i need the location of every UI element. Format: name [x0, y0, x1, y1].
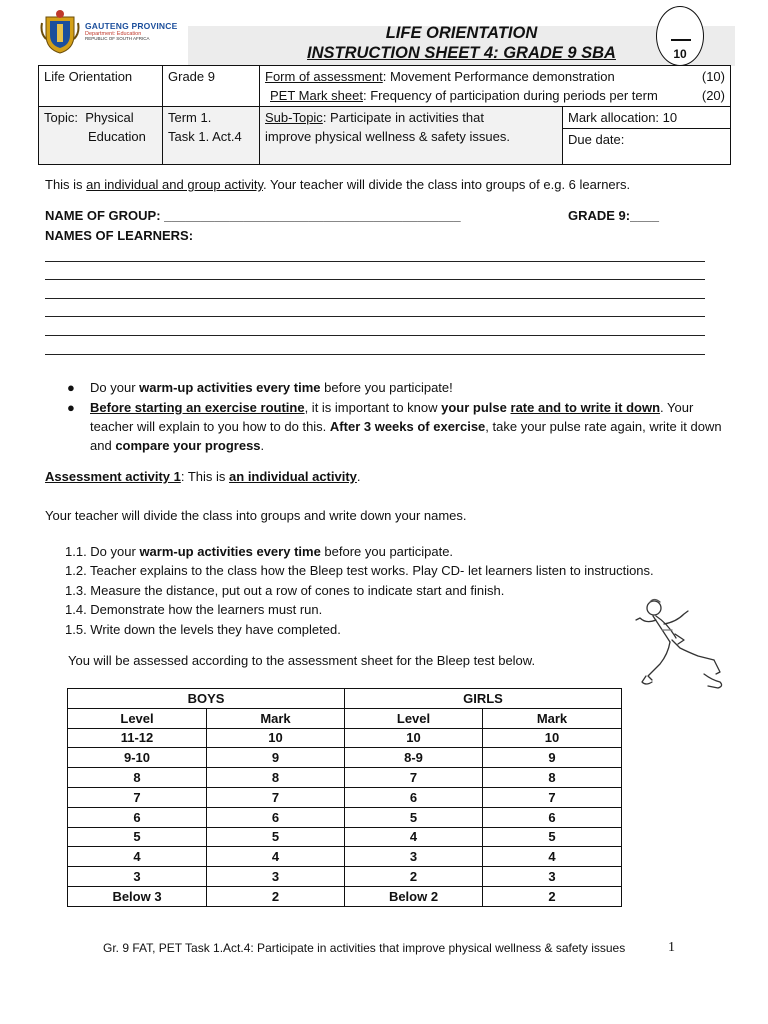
form-marks: (10) — [701, 69, 725, 84]
coat-of-arms-icon — [40, 9, 80, 55]
subtopic-line-1: : Participate in activities that — [322, 110, 484, 125]
list-item: 1.1. Do your warm-up activities every time before you participate. — [65, 544, 454, 559]
list-item: 1.4. Demonstrate how the learners must run. — [65, 602, 323, 618]
girls-mark-cell: 6 — [483, 807, 622, 827]
blank-line — [45, 299, 705, 318]
activity-heading: Assessment activity 1: This is an individual activity. — [45, 469, 361, 484]
girls-header: GIRLS — [345, 689, 622, 709]
form-cell — [260, 66, 731, 107]
learners-label: NAMES OF LEARNERS: — [45, 228, 194, 243]
boys-mark-cell: 6 — [207, 807, 345, 827]
blank-line — [45, 262, 705, 281]
instruction-bullets — [65, 378, 730, 456]
due-date: Due date: — [568, 132, 625, 147]
info-table — [38, 65, 731, 165]
girls-level-header: Level — [345, 708, 483, 728]
list-item: 1.2. Teacher explains to the class how the Bleep test works. Play CD- let learners listen to instructions. — [65, 563, 654, 579]
boys-level-cell: 8 — [68, 768, 207, 788]
boys-level-cell: 5 — [68, 827, 207, 847]
subject-cell — [39, 66, 163, 107]
title-line-2: INSTRUCTION SHEET 4: GRADE 9 SBA — [307, 44, 616, 62]
activity-label: Assessment activity 1 — [45, 469, 181, 484]
footer-text: Gr. 9 FAT, PET Task 1.Act.4: Participate in activities that improve physical wellness & safety issues — [103, 941, 626, 955]
subject: Life Orientation — [44, 69, 133, 84]
mark-blank-line — [671, 39, 691, 41]
girls-level-cell: 7 — [345, 768, 483, 788]
list-item: ● Do your warm-up activities every time before you participate! — [67, 380, 453, 395]
bleep-test-table — [67, 688, 622, 907]
boys-level-cell: 9-10 — [68, 748, 207, 768]
subtopic-cell — [260, 107, 563, 165]
task: Task 1. Act.4 — [168, 129, 242, 144]
girls-mark-header: Mark — [483, 708, 622, 728]
table-row — [68, 867, 622, 887]
boys-mark-cell: 7 — [207, 787, 345, 807]
table-row — [68, 847, 622, 867]
page-number: 1 — [668, 940, 675, 955]
boys-header: BOYS — [68, 689, 345, 709]
bullet-icon: ● — [67, 400, 75, 415]
subtopic-label: Sub-Topic — [265, 110, 323, 125]
runner-icon — [628, 594, 728, 696]
intro-emphasis: an individual and group activity — [86, 177, 263, 192]
topic-line-2: Education — [88, 129, 146, 144]
boys-level-cell: 4 — [68, 847, 207, 867]
blank-line — [45, 280, 705, 299]
bullet-icon: ● — [67, 380, 75, 395]
grade: Grade 9 — [168, 69, 215, 84]
total-mark-circle — [656, 6, 704, 66]
table-row — [68, 807, 622, 827]
activity-steps — [65, 542, 654, 639]
girls-mark-cell: 3 — [483, 867, 622, 887]
mark-allocation: Mark allocation: 10 — [563, 107, 730, 129]
girls-mark-cell: 2 — [483, 886, 622, 906]
title-line-1: LIFE ORIENTATION — [385, 24, 538, 42]
total-mark: 10 — [673, 47, 687, 61]
table-row — [68, 768, 622, 788]
assessment-note: You will be assessed according to the assessment sheet for the Bleep test below. — [68, 653, 536, 668]
form-label: Form of assessment — [265, 69, 383, 84]
girls-mark-cell: 5 — [483, 827, 622, 847]
list-item: 1.3. Measure the distance, put out a row of cones to indicate start and finish. — [65, 582, 505, 598]
girls-level-cell: 6 — [345, 787, 483, 807]
activity-instruction: Your teacher will divide the class into groups and write down your names. — [45, 508, 467, 523]
girls-mark-cell: 9 — [483, 748, 622, 768]
topic-line-1: Physical — [85, 110, 134, 125]
girls-level-cell: Below 2 — [345, 886, 483, 906]
group-name-label: NAME OF GROUP: _________________________________________ — [45, 208, 461, 223]
learner-name-lines — [45, 243, 705, 355]
girls-mark-cell: 4 — [483, 847, 622, 867]
pet-marks: (20) — [701, 88, 725, 103]
girls-level-cell: 3 — [345, 847, 483, 867]
term-cell — [163, 107, 260, 165]
boys-mark-cell: 8 — [207, 768, 345, 788]
girls-level-cell: 4 — [345, 827, 483, 847]
mark-due-cell — [563, 107, 731, 165]
table-row — [68, 827, 622, 847]
boys-mark-cell: 3 — [207, 867, 345, 887]
boys-level-cell: 7 — [68, 787, 207, 807]
term: Term 1. — [168, 110, 212, 125]
blank-line — [45, 336, 705, 355]
activity-emphasis: an individual activity — [229, 469, 357, 484]
girls-mark-cell: 8 — [483, 768, 622, 788]
grade-cell — [163, 66, 260, 107]
boys-level-cell: 6 — [68, 807, 207, 827]
girls-mark-cell: 7 — [483, 787, 622, 807]
table-row — [68, 748, 622, 768]
blank-line — [45, 317, 705, 336]
girls-mark-cell: 10 — [483, 728, 622, 748]
table-row — [68, 886, 622, 906]
boys-level-cell: 3 — [68, 867, 207, 887]
intro-text: This is an individual and group activity. Your teacher will divide the class into groups of e.g. 6 learners. — [45, 177, 631, 192]
pet-value: : Frequency of participation during periods per term — [362, 88, 658, 103]
girls-level-cell: 5 — [345, 807, 483, 827]
list-item: 1.5. Write down the levels they have completed. — [65, 621, 341, 637]
boys-level-cell: 11-12 — [68, 728, 207, 748]
boys-mark-cell: 4 — [207, 847, 345, 867]
girls-level-cell: 2 — [345, 867, 483, 887]
blank-line — [45, 243, 705, 262]
logo-country: REPUBLIC OF SOUTH AFRICA — [85, 36, 150, 42]
topic-label: Topic: — [44, 110, 78, 125]
boys-mark-header: Mark — [207, 708, 345, 728]
table-row — [68, 787, 622, 807]
grade-blank-label: GRADE 9:____ — [568, 208, 660, 223]
topic-cell — [39, 107, 163, 165]
boys-mark-cell: 9 — [207, 748, 345, 768]
table-row — [68, 728, 622, 748]
pet-label: PET Mark sheet — [270, 88, 363, 103]
boys-mark-cell: 5 — [207, 827, 345, 847]
boys-mark-cell: 10 — [207, 728, 345, 748]
boys-level-cell: Below 3 — [68, 886, 207, 906]
subtopic-line-2: improve physical wellness & safety issues. — [265, 129, 510, 144]
boys-mark-cell: 2 — [207, 886, 345, 906]
list-item: ● Before starting an exercise routine, it is important to know your pulse rate and to write it down. Your teacher will explain to you how to do this. After 3 weeks of exercise, take your pulse rate again, write it down and compare your progress. — [67, 400, 722, 453]
girls-level-cell: 10 — [345, 728, 483, 748]
logo-province: GAUTENG PROVINCE — [85, 20, 178, 31]
gauteng-logo — [40, 8, 180, 56]
logo-department: Department: Education — [85, 31, 142, 38]
girls-level-cell: 8-9 — [345, 748, 483, 768]
boys-level-header: Level — [68, 708, 207, 728]
form-value: : Movement Performance demonstration — [382, 69, 615, 84]
